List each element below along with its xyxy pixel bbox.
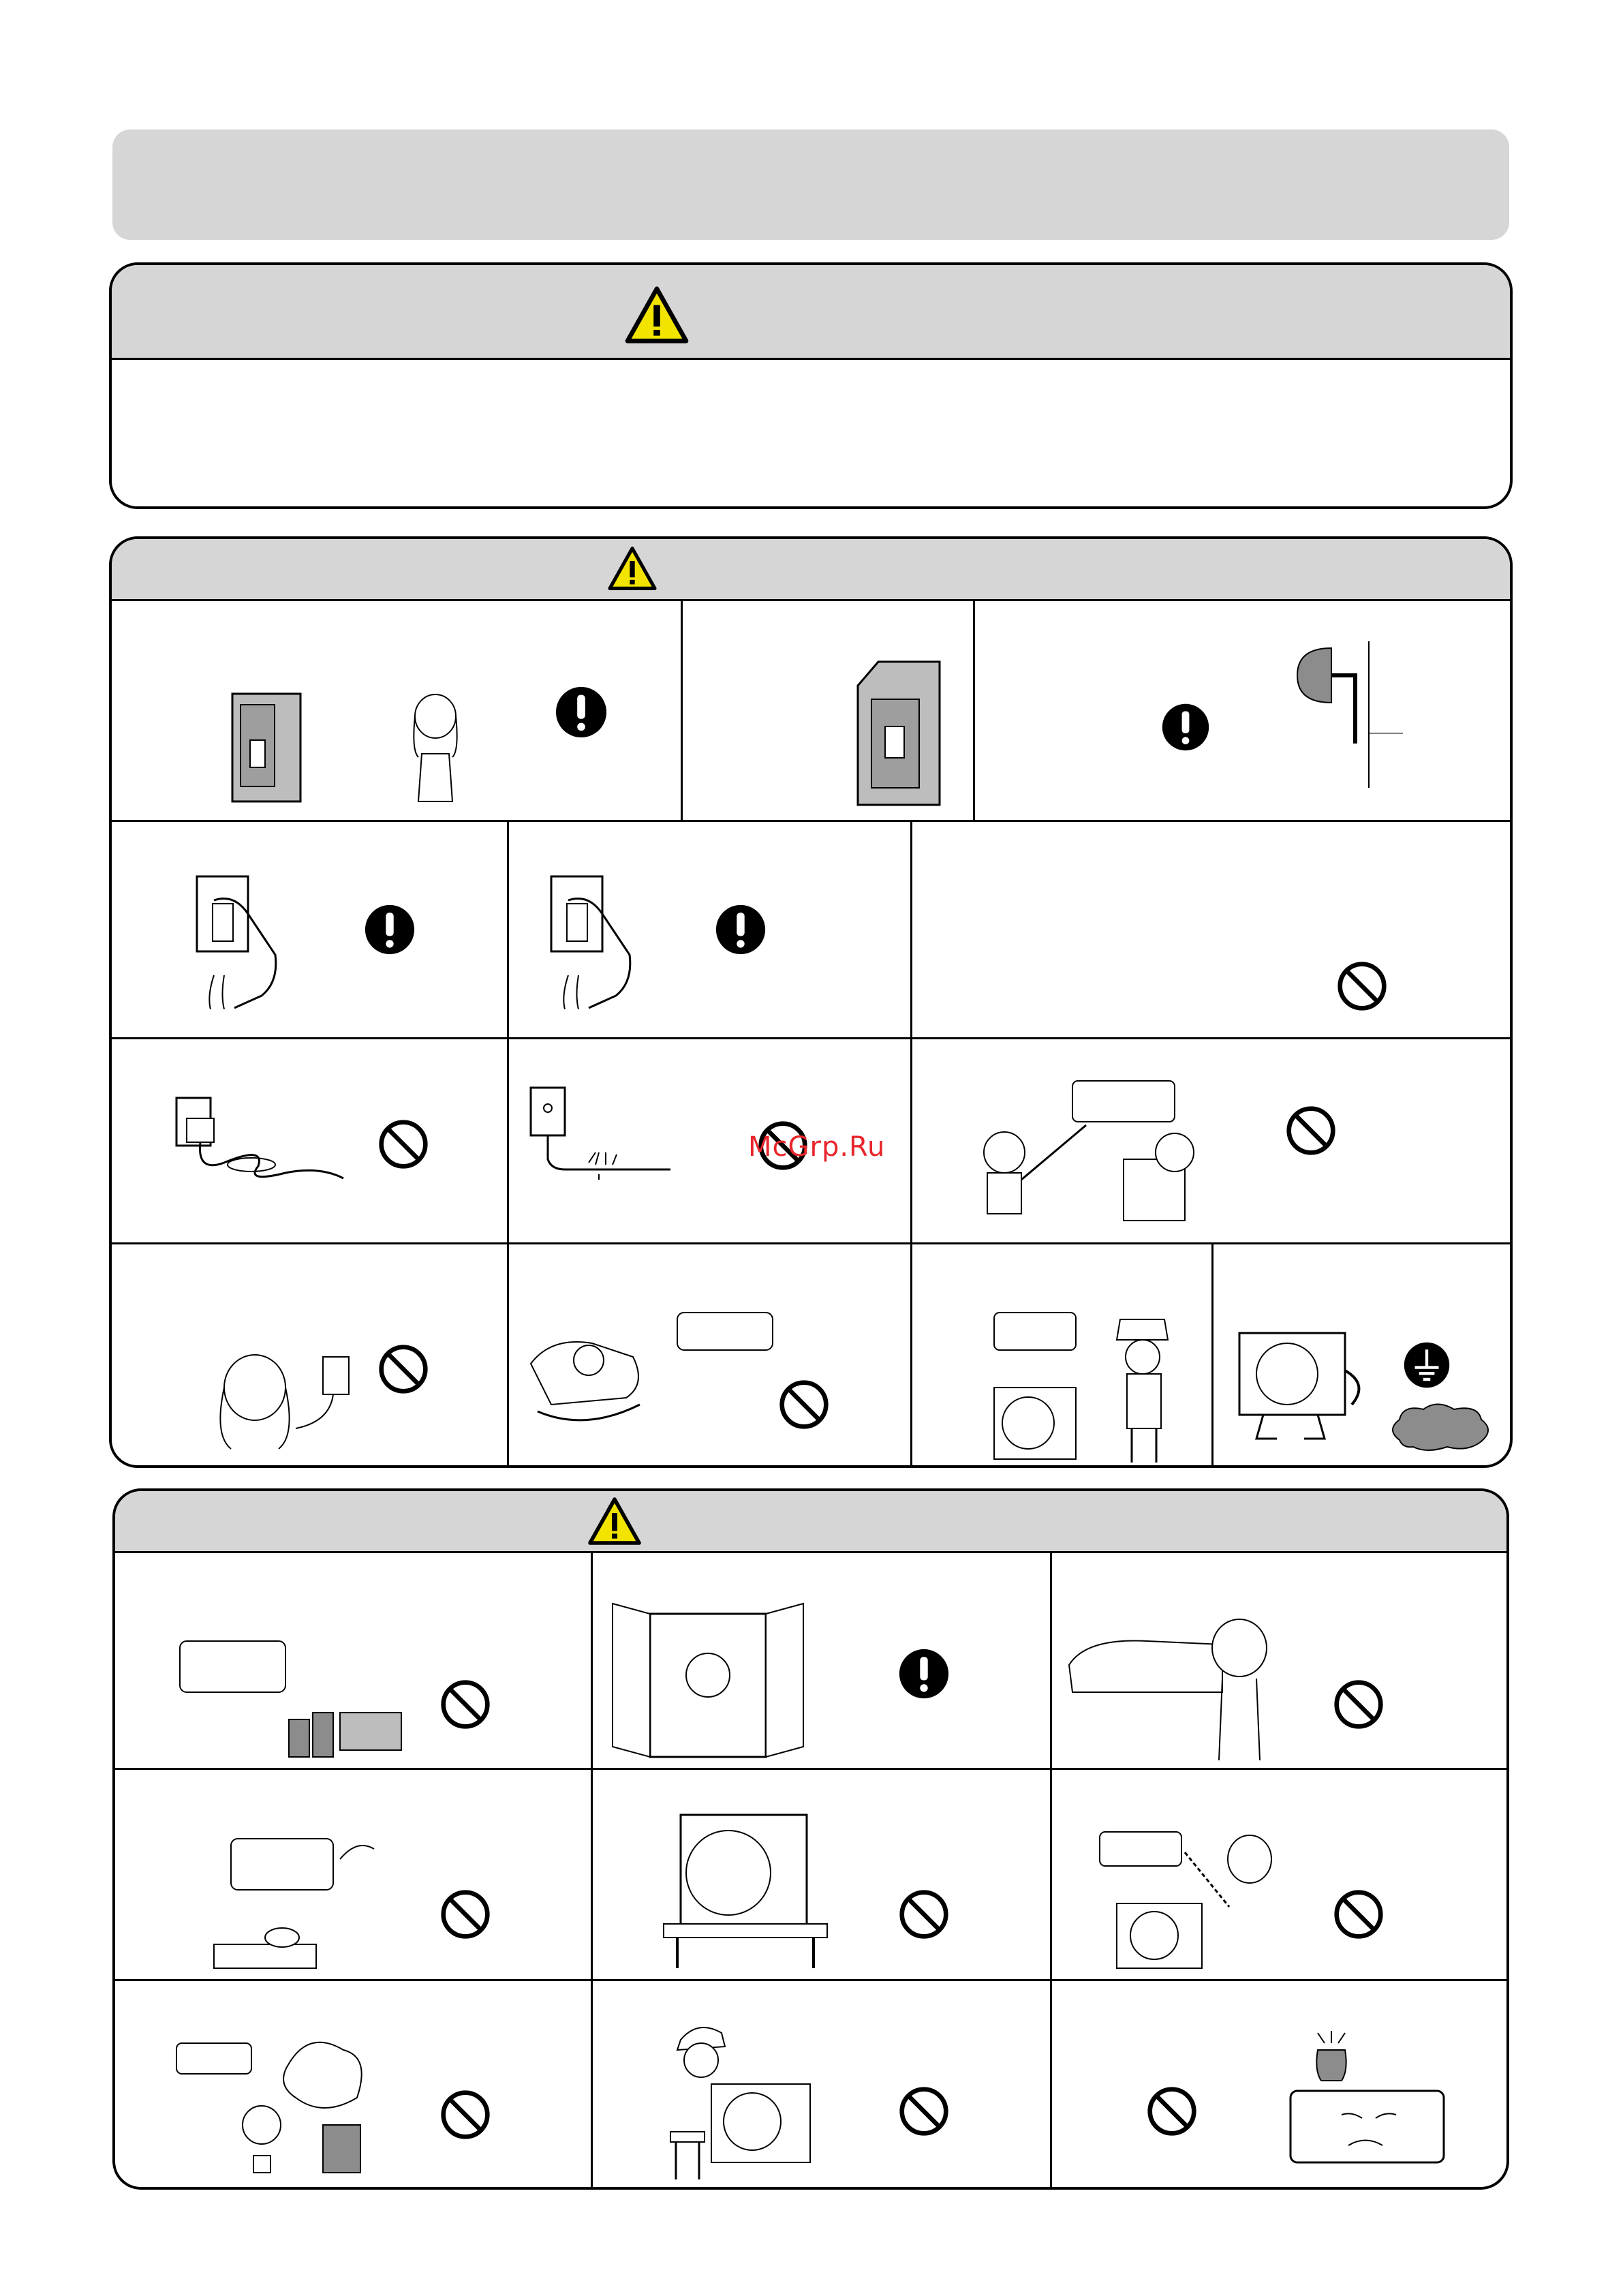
prohibition-circle-icon bbox=[1333, 1888, 1385, 1940]
children-poking-unit-illustration bbox=[970, 1077, 1263, 1234]
circuit-breaker-illustration bbox=[231, 692, 306, 805]
prohibition-circle-icon bbox=[1336, 960, 1388, 1012]
hand-plug-illustration bbox=[548, 873, 636, 1009]
prohibition-circle-icon bbox=[377, 1343, 429, 1395]
warning-section-header bbox=[112, 539, 1510, 601]
hand-plug-illustration bbox=[194, 873, 282, 1009]
prohibition-circle-icon bbox=[1146, 2085, 1198, 2137]
prohibition-circle-icon bbox=[898, 2085, 950, 2137]
exclamation-circle-icon bbox=[715, 904, 767, 955]
baby-cradle-illustration bbox=[524, 1296, 776, 1432]
prohibition-circle-icon bbox=[439, 1888, 491, 1940]
exclamation-circle-icon bbox=[555, 686, 608, 739]
caution-section-header bbox=[115, 1491, 1506, 1553]
exclamation-circle-icon bbox=[364, 904, 416, 955]
page-title-bar bbox=[112, 129, 1509, 240]
coiled-cord-illustration bbox=[170, 1091, 347, 1187]
prohibition-circle-icon bbox=[1285, 1105, 1337, 1157]
girl-illustration bbox=[398, 689, 473, 805]
outdoor-unit-character-illustration bbox=[1236, 1330, 1372, 1445]
exclamation-circle-icon bbox=[1161, 703, 1210, 752]
prohibition-circle-icon bbox=[778, 1379, 830, 1430]
ground-rod-illustration bbox=[1290, 641, 1406, 791]
earth-ground-icon bbox=[1403, 1341, 1451, 1389]
circuit-breaker-illustration bbox=[851, 658, 946, 808]
indoor-unit-food-illustration bbox=[176, 1638, 408, 1760]
warning-triangle-icon bbox=[587, 1497, 642, 1546]
warning-triangle-icon bbox=[624, 286, 690, 344]
prohibition-circle-icon bbox=[898, 1888, 950, 1940]
damaged-cord-illustration bbox=[524, 1084, 674, 1180]
child-climbing-unit-illustration bbox=[657, 2019, 814, 2183]
girl-cleaning-unit-illustration bbox=[1066, 1617, 1277, 1764]
watermark-text: McGrp.Ru bbox=[748, 1131, 886, 1163]
prohibition-circle-icon bbox=[439, 2089, 491, 2141]
plants-near-unit-illustration bbox=[173, 2023, 391, 2183]
prohibition-circle-icon bbox=[377, 1118, 429, 1170]
cloud-illustration bbox=[1386, 1399, 1495, 1454]
notice-box bbox=[109, 262, 1513, 509]
hot-air-person-illustration bbox=[987, 1306, 1192, 1466]
exclamation-circle-icon bbox=[898, 1648, 950, 1700]
warning-triangle-icon bbox=[607, 546, 658, 591]
girl-spraying-unit-illustration bbox=[1096, 1825, 1301, 1972]
vase-on-unit-illustration bbox=[1287, 2030, 1447, 2166]
warning-section bbox=[109, 536, 1513, 1468]
notice-box-header bbox=[112, 265, 1510, 360]
broken-stand-unit-illustration bbox=[660, 1808, 831, 1972]
prohibition-circle-icon bbox=[1333, 1679, 1385, 1730]
caution-section bbox=[112, 1488, 1509, 2190]
indoor-unit-stove-illustration bbox=[211, 1825, 381, 1972]
girl-wet-hands-illustration bbox=[194, 1347, 357, 1466]
open-window-illustration bbox=[609, 1600, 807, 1760]
prohibition-circle-icon bbox=[439, 1679, 491, 1730]
